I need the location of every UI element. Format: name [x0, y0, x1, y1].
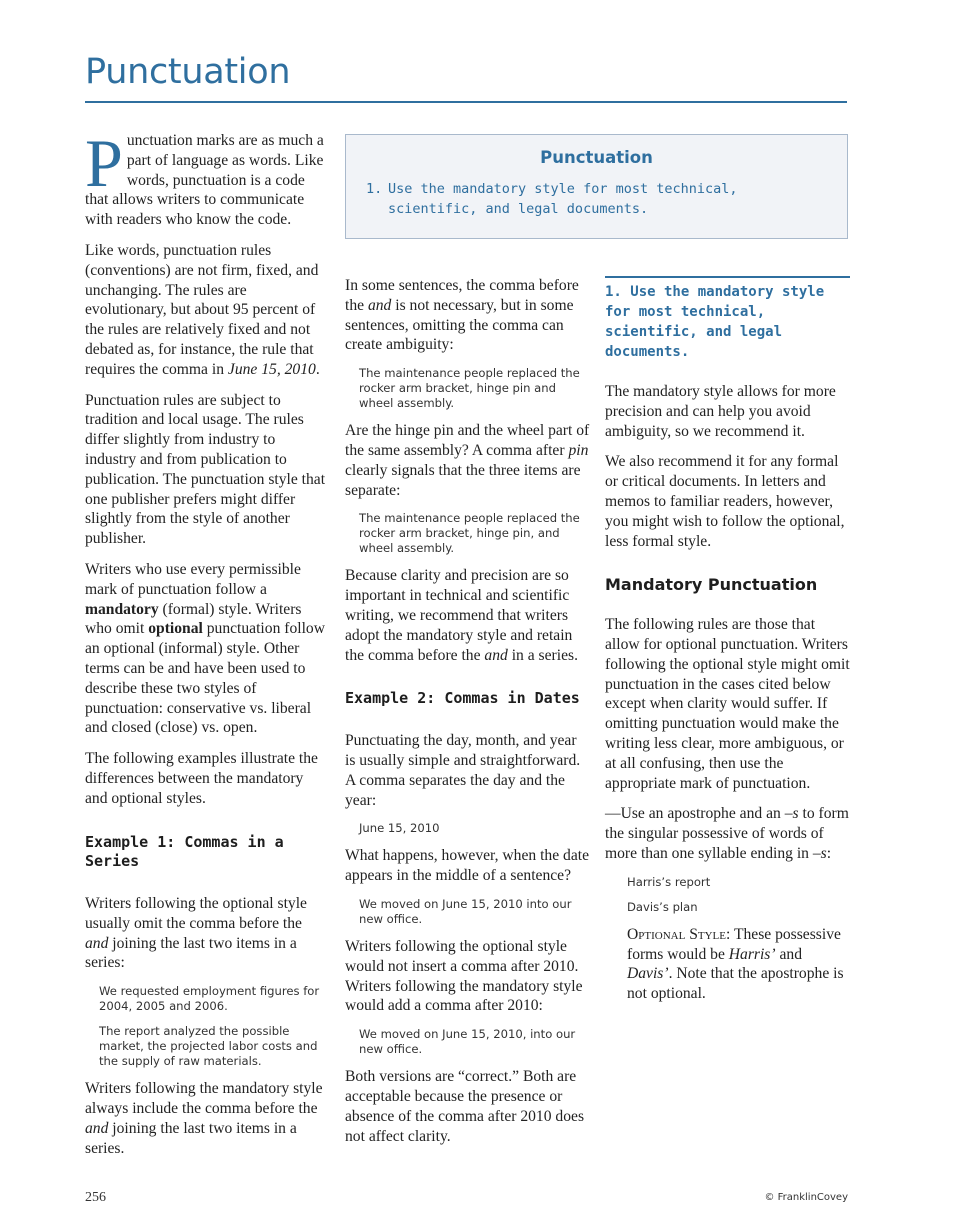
paragraph: Writers who use every permissible mark of punctuation follow a mandatory (formal) style. Writers who omit optional punctuation follow an optional (informal) style. Other terms can be and have been used to describe these two styles of punctuation: conservative vs. liberal and closed (close) vs. open. [85, 560, 325, 737]
paragraph: Punctuating the day, month, and year is usually simple and straightforward. A comma separates the day and the year: [345, 732, 581, 809]
example-sentence: We moved on June 15, 2010, into our new office. [359, 1027, 576, 1057]
column-middle [345, 276, 590, 1157]
paragraph: Writers following the optional style would not insert a comma after 2010. Writers following the mandatory style would add a comma after 2010: [345, 937, 583, 1015]
example-date: June 15, 2010 [359, 821, 440, 836]
section-heading-commas-dates: Example 2: Commas in Dates [345, 689, 580, 708]
paragraph: What happens, however, when the date appears in the middle of a sentence? [345, 847, 590, 885]
rule-heading: 1. Use the mandatory style for most technical, scientific, and legal documents. [605, 276, 850, 362]
paragraph: The following examples illustrate the differences between the mandatory and optional styles. [85, 750, 318, 807]
summary-box [345, 134, 848, 239]
paragraph: Punctuation rules are subject to tradition and local usage. The rules differ slightly from industry to industry and from publication to publication. The punctuation style that one publisher prefers might differ slightly from the style of another publisher. [85, 391, 326, 548]
example-sentence: The maintenance people replaced the rocker arm bracket, hinge pin and wheel assembly. [359, 366, 580, 411]
drop-cap: P [85, 125, 123, 201]
paragraph: In some sentences, the comma before the and is not necessary, but in some sentences, omitting the comma can create ambiguity: [345, 277, 579, 354]
paragraph: We also recommend it for any formal or critical documents. In letters and memos to familiar readers, however, you might wish to follow the optional, less formal style. [605, 453, 845, 550]
summary-item-number: 1. [366, 181, 383, 197]
summary-box-item [366, 179, 826, 219]
paragraph: Both versions are “correct.” Both are acceptable because the presence or absence of the comma after 2010 does not affect clarity. [345, 1068, 585, 1145]
paragraph: Because clarity and precision are so important in technical and scientific writing, we recommend that writers adopt the mandatory style and retain the comma before the and in a series. [345, 567, 578, 664]
example-possessive: Davis’s plan [627, 899, 698, 914]
paragraph: The following rules are those that allow for optional punctuation. Writers following the optional style might omit punctuation in the cases cited below except when clarity would suffer. If omitting punctuation would make the writing less clear, more ambiguous, or at all confusing, then use the appropriate mark of punctuation. [605, 616, 850, 792]
example-sentence: The maintenance people replaced the rocker arm bracket, hinge pin, and wheel assembly. [359, 511, 580, 556]
example-sentence: We moved on June 15, 2010 into our new office. [359, 896, 572, 926]
paragraph: —Use an apostrophe and an –s to form the singular possessive of words of more than one syllable ending in –s: [605, 805, 849, 862]
section-heading-mandatory: Mandatory Punctuation [605, 575, 818, 595]
example-sentence: We requested employment figures for 2004, 2005 and 2006. [99, 984, 320, 1014]
column-right [605, 276, 850, 1015]
example-possessive: Harris’s report [627, 874, 711, 889]
page-number: 256 [85, 1190, 106, 1205]
title-rule [85, 101, 847, 103]
summary-item-text: Use the mandatory style for most technical, scientific, and legal documents. [388, 181, 738, 217]
page-title: Punctuation [85, 52, 291, 92]
section-heading-commas-series: Example 1: Commas in a Series [85, 832, 284, 871]
paragraph: Like words, punctuation rules (conventions) are not firm, fixed, and unchanging. The rules are evolutionary, but about 95 percent of the rules are relatively fixed and not debated as, for instance, the rule that requires the comma in June 15, 2010. [85, 241, 320, 378]
optional-style-note: Optional Style: These possessive forms would be Harris’ and Davis’. Note that the apostrophe is not optional. [627, 925, 844, 1003]
paragraph: Are the hinge pin and the wheel part of the same assembly? A comma after pin clearly signals that the three items are separate: [345, 422, 590, 499]
summary-box-title: Punctuation [540, 148, 653, 167]
paragraph: Writers following the optional style usually omit the comma before the and joining the last two items in a series: [85, 895, 307, 972]
column-left [85, 125, 328, 1169]
copyright: © FranklinCovey [764, 1192, 848, 1203]
intro-paragraph: Punctuation marks are as much a part of language as words. Like words, punctuation is a code that allows writers to communicate with readers who know the code. [85, 125, 324, 229]
paragraph: The mandatory style allows for more precision and can help you avoid ambiguity, so we recommend it. [605, 383, 836, 440]
paragraph: Writers following the mandatory style always include the comma before the and joining the last two items in a series. [85, 1080, 323, 1157]
example-sentence: The report analyzed the possible market, the projected labor costs and the supply of raw materials. [99, 1024, 318, 1069]
